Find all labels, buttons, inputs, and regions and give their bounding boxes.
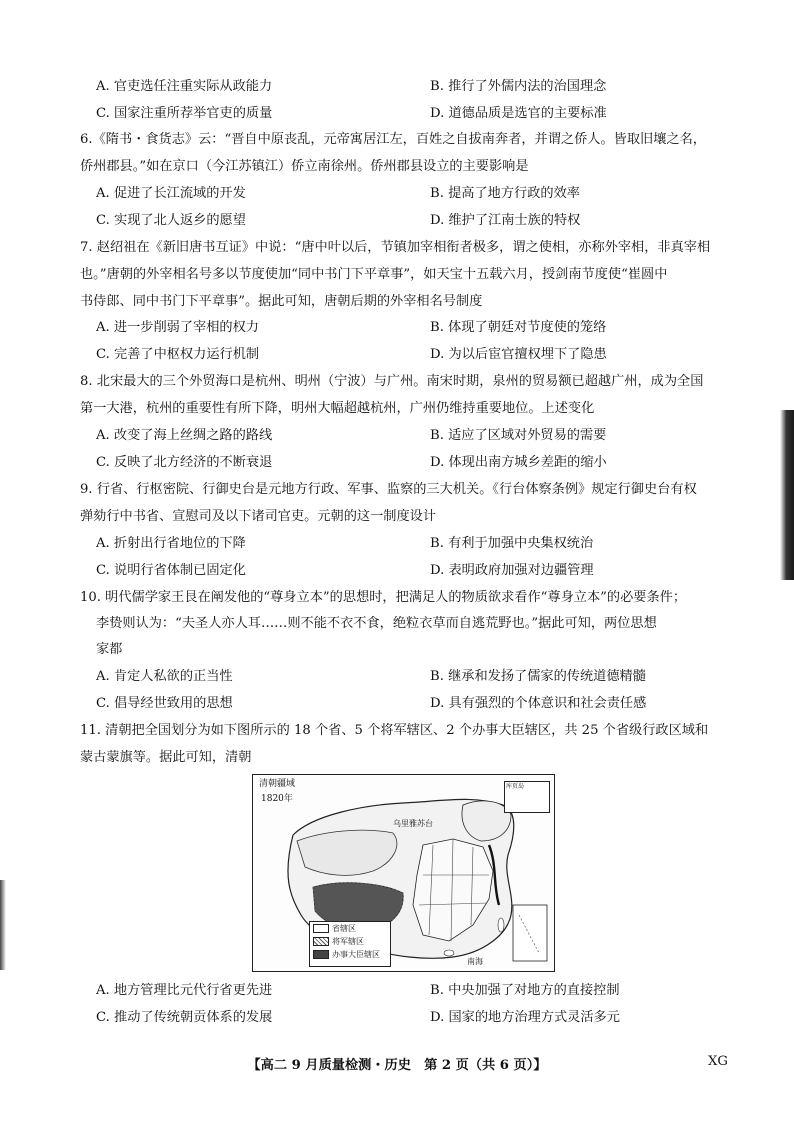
q6-option-d: D. 维护了江南士族的特权 [430,213,581,228]
q9-option-a: A. 折射出行省地位的下降 [96,536,246,551]
q6-option-b: B. 提高了地方行政的效率 [430,186,580,201]
option-d: D. 道德品质是选官的主要标准 [430,106,607,121]
legend-swatch-general [313,937,329,946]
map-inset [504,781,550,813]
footer-code: XG [708,1054,728,1069]
q9-option-b: B. 有利于加强中央集权统治 [430,536,594,551]
scan-shadow-left [0,880,6,970]
option-a: A. 官吏选任注重实际从政能力 [96,79,273,94]
question-11-line-2: 蒙古蒙旗等。据此可知，清朝 [80,750,252,765]
question-9-line-1: 9. 行省、行枢密院、行御史台是元地方行政、军事、监察的三大机关。《行台体察条例》规定行御史台有权 [80,482,697,497]
question-6-line-1: 6.《隋书・食货志》云：“晋自中原丧乱，元帝寓居江左，百姓之自拔南奔者，并谓之侨人。皆取旧壤之名， [80,132,706,147]
page-footer: 【高二 9 月质量检测・历史 第 2 页（共 6 页）】 [247,1058,547,1073]
q11-option-c: C. 推动了传统朝贡体系的发展 [96,1010,273,1025]
q9-option-d: D. 表明政府加强对边疆管理 [430,563,594,578]
q7-option-d: D. 为以后宦官擅权埋下了隐患 [430,347,607,362]
legend-item-province: 省辖区 [310,922,390,935]
map-legend [309,921,391,967]
question-6-line-2: 侨州郡县。”如在京口（今江苏镇江）侨立南徐州。侨州郡县设立的主要影响是 [80,159,529,174]
question-7-line-2: 也。”唐朝的外宰相名号多以节度使加“同中书门下平章事”，如天宝十五载六月，授剑南节度使“崔圆中 [80,267,668,282]
scan-shadow-right [780,410,794,580]
question-7-line-3: 书侍郎、同中书门下平章事”。据此可知，唐朝后期的外宰相名号制度 [80,294,483,309]
option-c: C. 国家注重所荐举官吏的质量 [96,106,273,121]
q8-option-a: A. 改变了海上丝绸之路的路线 [96,428,273,443]
question-9-line-2: 弹劾行中书省、宣慰司及以下诸司官吏。元朝的这一制度设计 [80,509,437,524]
legend-item-general: 将军辖区 [310,935,390,948]
q10-option-a: A. 肯定人私欲的正当性 [96,669,233,684]
map-title: 清朝疆域 [259,779,296,789]
q10-option-b: B. 继承和发扬了儒家的传统道德精髓 [430,669,646,684]
question-10-line-2: 李贽则认为：“夫圣人亦人耳……则不能不衣不食，绝粒衣草而自逃荒野也。”据此可知，两位思想 [96,616,657,631]
question-8-line-1: 8. 北宋最大的三个外贸海口是杭州、明州（宁波）与广州。南宋时期，泉州的贸易额已超越广州，成为全国 [80,374,704,389]
q11-option-a: A. 地方管理比元代行省更先进 [96,983,273,998]
question-11-line-1: 11. 清朝把全国划分为如下图所示的 18 个省、5 个将军辖区、2 个办事大臣辖区，共 25 个省级行政区域和 [80,723,709,738]
legend-swatch-minister [313,950,329,959]
q11-option-d: D. 国家的地方治理方式灵活多元 [430,1010,620,1025]
question-10-line-1: 10. 明代儒学家王艮在阐发他的“尊身立本”的思想时，把满足人的物质欲求看作“尊身立本”的必要条件； [80,590,687,605]
map-label-uliastai: 乌里雅苏台 [393,819,433,828]
q7-option-c: C. 完善了中枢权力运行机制 [96,347,260,362]
option-b: B. 推行了外儒内法的治国理念 [430,79,607,94]
q6-option-c: C. 实现了北人返乡的愿望 [96,213,246,228]
question-10-line-3: 家都 [96,642,123,657]
q8-option-d: D. 体现出南方城乡差距的缩小 [430,455,607,470]
q7-option-a: A. 进一步削弱了宰相的权力 [96,320,259,335]
qing-territory-map [252,774,555,972]
q10-option-c: C. 倡导经世致用的思想 [96,696,233,711]
q8-option-b: B. 适应了区域对外贸易的需要 [430,428,607,443]
legend-swatch-province [313,924,329,933]
q8-option-c: C. 反映了北方经济的不断衰退 [96,455,273,470]
map-label-south-sea: 南海 [467,957,483,966]
question-8-line-2: 第一大港，杭州的重要性有所下降，明州大幅超越杭州，广州仍维持重要地位。上述变化 [80,401,595,416]
q11-option-b: B. 中央加强了对地方的直接控制 [430,983,620,998]
inset-label: 库页岛 [506,783,525,790]
q10-option-d: D. 具有强烈的个体意识和社会责任感 [430,696,647,711]
q7-option-b: B. 体现了朝廷对节度使的笼络 [430,320,607,335]
q9-option-c: C. 说明行省体制已固定化 [96,563,246,578]
q6-option-a: A. 促进了长江流域的开发 [96,186,246,201]
map-year: 1820年 [261,794,293,804]
question-7-line-1: 7. 赵绍祖在《新旧唐书互证》中说：“唐中叶以后，节镇加宰相衔者极多，谓之使相，亦称外宰相，非真宰相 [80,240,711,255]
legend-item-minister: 办事大臣辖区 [310,948,390,961]
